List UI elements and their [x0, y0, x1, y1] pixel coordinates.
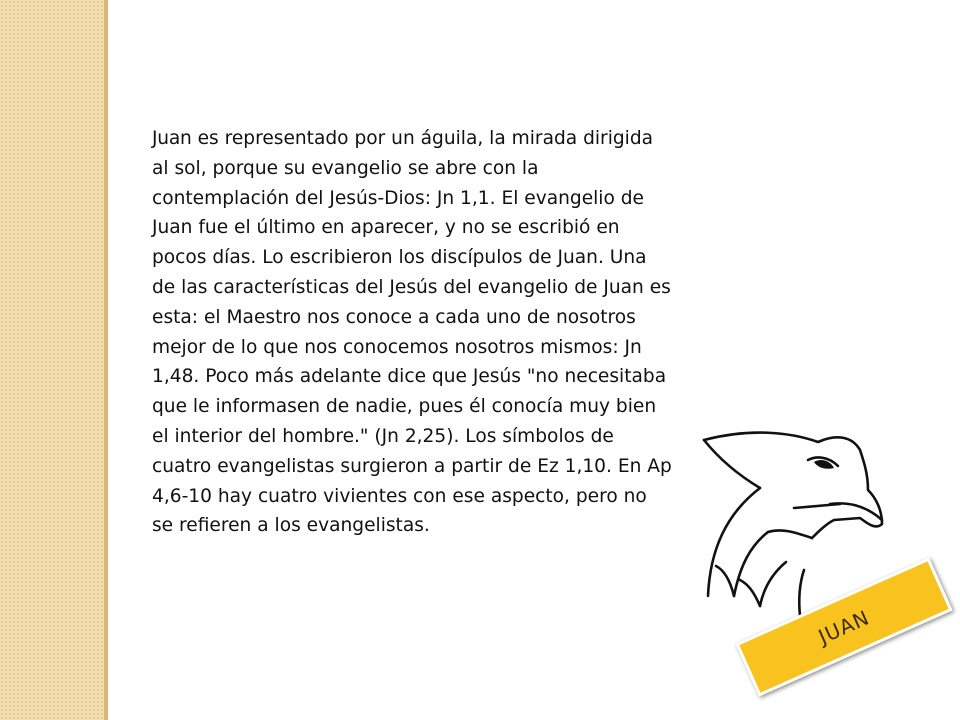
side-band-divider [104, 0, 108, 720]
decorative-side-band [0, 0, 104, 720]
lead-word: Juan [152, 128, 192, 149]
paragraph-text: es representado por un águila, la mirada dirigida al sol, porque su evangelio se abre con la contemplación del Jesús-Dios: Jn 1,1. El evangelio de Juan fue el último en aparecer, y no se escribió en pocos días. Lo escribieron los discípulos de Juan. Una de las características del Jesús del evangelio de Juan es esta: el Maestro nos conoce a cada uno de nosotros mejor de lo que nos conocemos nosotros mismos: Jn 1,48. Poco más adelante dice que Jesús "no necesitaba que le informasen de nadie, pues él conocía muy bien el interior del hombre." (Jn 2,25). Los símbolos de cuatro evangelistas surgieron a partir de Ez 1,10. En Ap 4,6-10 hay cuatro vivientes con ese aspecto, pero no se refieren a los evangelistas. [152, 128, 672, 537]
slide-body-text [152, 124, 672, 541]
name-tag-label: JUAN [814, 605, 874, 649]
